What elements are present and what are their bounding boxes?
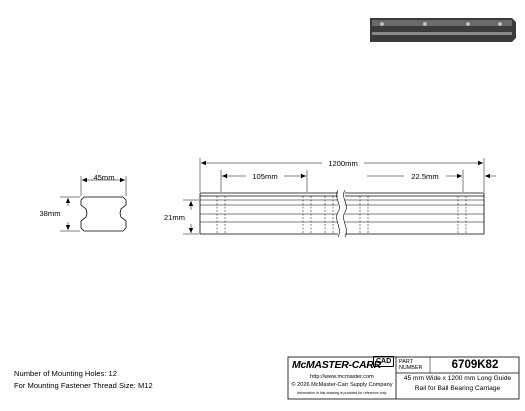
- rail-thumbnail: [370, 18, 516, 42]
- website-link[interactable]: http://www.mcmaster.com: [310, 374, 374, 380]
- hole-spacing-label: 105mm: [252, 172, 278, 181]
- end-offset-label: 22.5mm: [411, 172, 439, 181]
- side-view: [183, 158, 496, 237]
- rail-segment-left: [200, 193, 338, 234]
- break-line-right: [344, 190, 347, 237]
- rail-segment-right: [345, 193, 484, 234]
- end-view: [60, 176, 126, 231]
- disclaimer-text: Information in this drawing is provided for reference only.: [296, 391, 388, 395]
- hidden-mounting-holes: [217, 196, 466, 234]
- note-fastener-thread: For Mounting Fastener Thread Size: M12: [14, 381, 153, 390]
- copyright-text: © 2026 McMaster-Carr Supply Company: [291, 382, 393, 388]
- part-label-line1: PART: [399, 359, 413, 365]
- end-width-label: 45mm: [93, 173, 115, 182]
- break-line-left: [337, 190, 340, 237]
- description-line2: Rail for Ball Bearing Carriage: [414, 385, 501, 392]
- description-line1: 45 mm Wide x 1200 mm Long Guide: [403, 375, 512, 382]
- rail-profile: [81, 197, 126, 231]
- part-number: 6709K82: [451, 359, 499, 371]
- brand-wordmark: McMASTER-CARR: [292, 359, 381, 371]
- cad-badge: CAD: [373, 356, 394, 367]
- mcmaster-logo: [290, 359, 394, 375]
- part-number-caption: [399, 359, 422, 371]
- part-label-line2: NUMBER: [399, 365, 423, 371]
- rail-height-label: 21mm: [163, 213, 185, 222]
- end-height-label: 38mm: [39, 209, 61, 218]
- note-mounting-holes: Number of Mounting Holes: 12: [14, 369, 117, 378]
- overall-length-label: 1200mm: [328, 159, 358, 168]
